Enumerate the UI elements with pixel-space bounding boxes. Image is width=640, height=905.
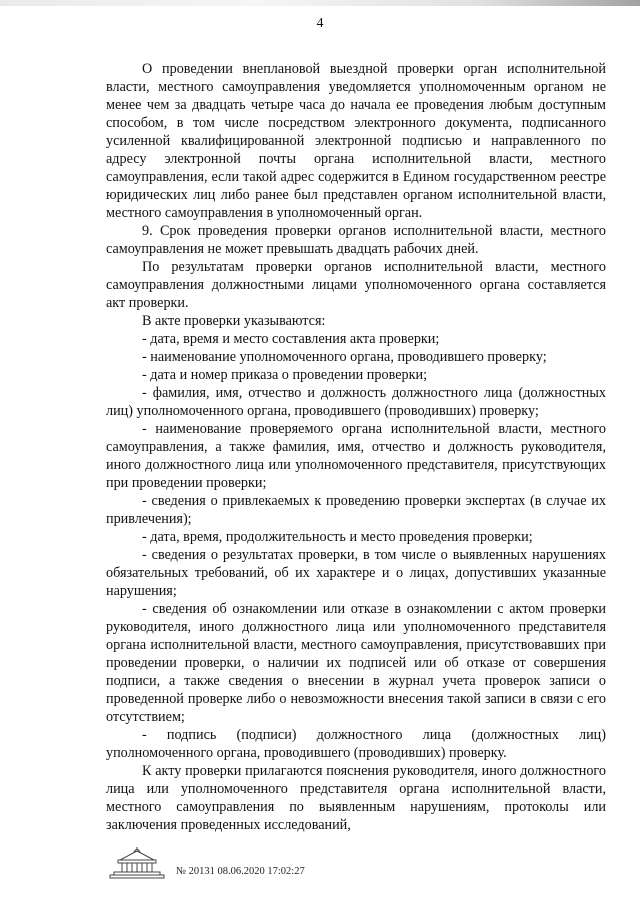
document-body bbox=[106, 60, 606, 834]
registration-footer bbox=[106, 846, 466, 886]
page-number: 4 bbox=[316, 16, 324, 31]
list-item-acquaintance-info: - сведения об ознакомлении или отказе в ознакомлении с актом проверки руководителя, иного должностного лица или уполномоченного представителя органа исполнительной власти, местного самоуправления, присутствовавших при проведении проверки, о наличии их подписей или об отказе от совершения подписи, а также сведения о внесении в журнал учета проверок записи о проведенной проверке либо о невозможности внесения такой записи в связи с его отсутствием; bbox=[106, 601, 606, 725]
list-item-inspection-time-place: - дата, время, продолжительность и место проведения проверки; bbox=[142, 529, 533, 545]
registration-number-timestamp: № 20131 08.06.2020 17:02:27 bbox=[176, 866, 305, 877]
list-item-inspector-names: - фамилия, имя, отчество и должность должностного лица (должностных лиц) уполномоченного органа, проводившего (проводивших) проверку; bbox=[106, 385, 606, 419]
paragraph-unscheduled-inspection-notice: О проведении внеплановой выездной проверки орган исполнительной власти, местного самоуправления уведомляется уполномоченным органом не менее чем за двадцать четыре часа до начала ее проведения любым доступным способом, в том числе посредством электронного документа, подписанного усиленной квалифицированной электронной подписью и направленного по адресу электронной почты органа исполнительной власти, местного самоуправления, если такой адрес содержится в Едином государственном реестре юридических лиц либо ранее был представлен органом исполнительной власти, местного самоуправления в уполномоченный орган. bbox=[106, 61, 606, 221]
list-item-order-date-number: - дата и номер приказа о проведении проверки; bbox=[142, 367, 428, 383]
list-item-authority-name: - наименование уполномоченного органа, проводившего проверку; bbox=[142, 349, 547, 365]
list-item-inspected-body: - наименование проверяемого органа исполнительной власти, местного самоуправления, а также фамилия, имя, отчество и должность руководителя, иного должностного лица или уполномоченного представителя, присутствующих при проведении проверки; bbox=[106, 421, 606, 491]
paragraph-act-contents-intro: В акте проверки указываются: bbox=[142, 313, 326, 329]
list-item-experts: - сведения о привлекаемых к проведению проверки экспертах (в случае их привлечения); bbox=[106, 493, 606, 527]
list-item-inspection-results: - сведения о результатах проверки, в том числе о выявленных нарушениях обязательных требований, об их характере и о лицах, допустивших указанные нарушения; bbox=[106, 547, 606, 599]
government-building-logo-icon bbox=[106, 846, 168, 880]
list-item-act-date-place: - дата, время и место составления акта проверки; bbox=[142, 331, 440, 347]
scan-top-edge bbox=[0, 0, 640, 6]
paragraph-inspection-results: По результатам проверки органов исполнительной власти, местного самоуправления должностными лицами уполномоченного органа составляется акт проверки. bbox=[106, 259, 606, 311]
paragraph-inspection-term: 9. Срок проведения проверки органов исполнительной власти, местного самоуправления не может превышать двадцать рабочих дней. bbox=[106, 223, 606, 257]
list-item-signatures: - подпись (подписи) должностного лица (должностных лиц) уполномоченного органа, проводившего (проводивших) проверку. bbox=[106, 727, 606, 761]
paragraph-act-attachments: К акту проверки прилагаются пояснения руководителя, иного должностного лица или уполномоченного представителя органа исполнительной власти, местного самоуправления по выявленным нарушениям, протоколы или заключения проведенных исследований, bbox=[106, 763, 606, 833]
